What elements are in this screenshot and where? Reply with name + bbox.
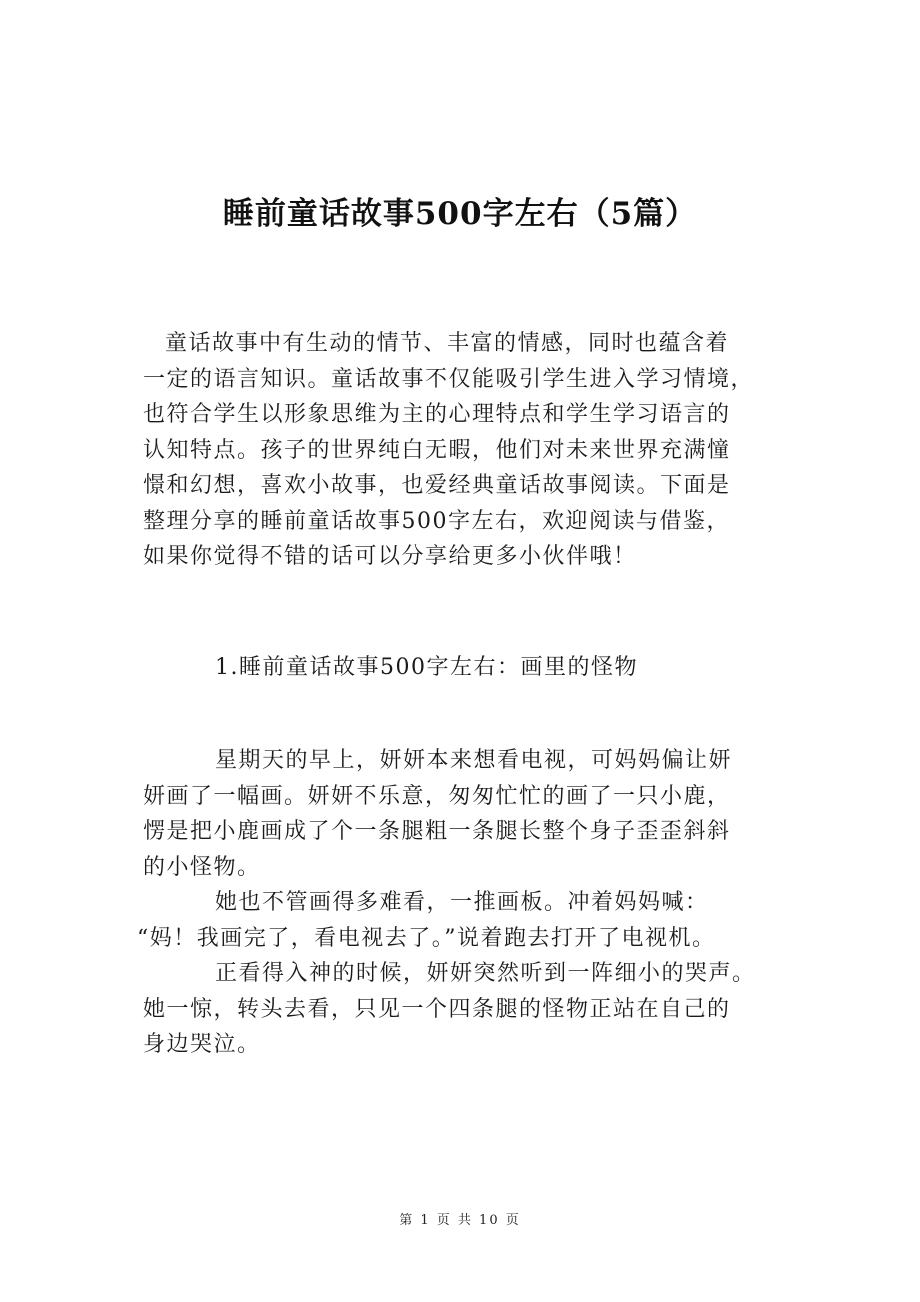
story-line: 星期天的早上，妍妍本来想看电视，可妈妈偏让妍 <box>215 748 733 773</box>
story-line: 的小怪物。 <box>143 854 261 880</box>
section-heading: 1.睡前童话故事500字左右：画里的怪物 <box>215 655 638 680</box>
story-line: 她一惊，转头去看，只见一个四条腿的怪物正站在自己的 <box>143 996 731 1022</box>
intro-line: 一定的语言知识。童话故事不仅能吸引学生进入学习情境， <box>143 366 755 392</box>
intro-line: 憬和幻想，喜欢小故事，也爱经典童话故事阅读。下面是 <box>143 473 731 498</box>
story-line: “妈！我画完了，看电视去了。”说着跑去打开了电视机。 <box>137 925 716 951</box>
story-line: 她也不管画得多难看，一推画板。冲着妈妈喊： <box>215 890 709 915</box>
intro-line: 童话故事中有生动的情节、丰富的情感，同时也蕴含着 <box>165 331 730 356</box>
page-number-footer: 第 1 页 共 10 页 <box>399 1213 521 1228</box>
intro-line: 如果你觉得不错的话可以分享给更多小伙伴哦！ <box>143 544 637 569</box>
story-line: 身边哭泣。 <box>143 1032 261 1057</box>
intro-paragraph <box>143 326 773 575</box>
intro-line: 认知特点。孩子的世界纯白无暇，他们对未来世界充满憧 <box>143 437 731 463</box>
story-line: 愣是把小鹿画成了个一条腿粗一条腿长整个身子歪歪斜斜 <box>143 819 731 844</box>
story-line: 妍画了一幅画。妍妍不乐意，匆匆忙忙的画了一只小鹿， <box>143 783 731 809</box>
intro-line: 整理分享的睡前童话故事500字左右，欢迎阅读与借鉴， <box>143 508 730 534</box>
section-heading-block <box>143 650 773 686</box>
document-title: 睡前童话故事500字左右（5篇） <box>222 196 698 232</box>
story-text <box>137 743 773 1063</box>
intro-line: 也符合学生以形象思维为主的心理特点和学生学习语言的 <box>143 402 731 427</box>
story-line: 正看得入神的时候，妍妍突然听到一阵细小的哭声。 <box>215 961 756 986</box>
